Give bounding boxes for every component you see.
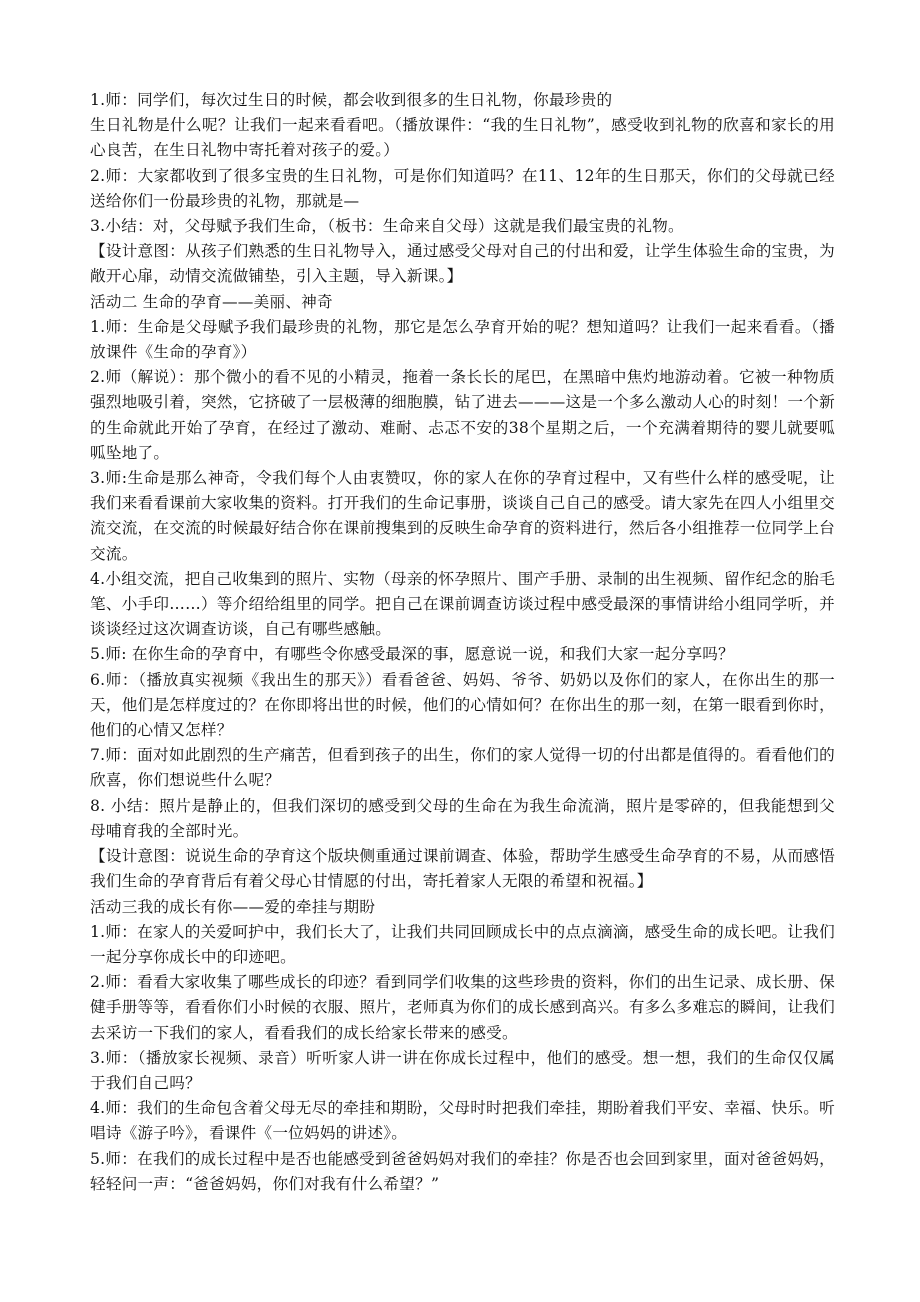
paragraph: 3.师:生命是那么神奇，令我们每个人由衷赞叹，你的家人在你的孕育过程中，又有些什么样的感受呢，让我们来看看课前大家收集的资料。打开我们的生命记事册，谈谈自己自己的感受。请大家先在四人小组里交流交流，在交流的时候最好结合你在课前搜集到的反映生命孕育的资料进行，然后各小组推荐一位同学上台交流。 <box>90 469 835 563</box>
paragraph: 1.师：生命是父母赋予我们最珍贵的礼物，那它是怎么孕育开始的呢？想知道吗？让我们一起来看看。（播放课件《生命的孕育》） <box>90 317 835 362</box>
paragraph: 7.师：面对如此剧烈的生产痛苦，但看到孩子的出生，你们的家人觉得一切的付出都是值得的。看看他们的欣喜，你们想说些什么呢？ <box>90 746 835 790</box>
paragraph: 4.小组交流，把自己收集到的照片、实物（母亲的怀孕照片、围产手册、录制的出生视频、留作纪念的胎毛笔、小手印……）等介绍给组里的同学。把自己在课前调查访谈过程中感受最深的事情讲给小组同学听，并谈谈经过这次调查访谈，自己有哪些感触。 <box>90 569 835 639</box>
paragraph: 5.师: 在你生命的孕育中，有哪些令你感受最深的事，愿意说一说，和我们大家一起分享吗？ <box>90 645 734 664</box>
design-intent-note: 【设计意图：从孩子们熟悉的生日礼物导入，通过感受父母对自己的付出和爱，让学生体验生命的宝贵，为敞开心扉，动情交流做铺垫，引入主题，导入新课。】 <box>90 242 835 286</box>
paragraph: 8. 小结：照片是静止的，但我们深切的感受到父母的生命在为我生命流淌，照片是零碎的，但我能想到父母哺育我的全部时光。 <box>90 796 835 840</box>
paragraph: 2.师：看看大家收集了哪些成长的印迹？看到同学们收集的这些珍贵的资料，你们的出生记录、成长册、保健手册等等，看看你们小时候的衣服、照片，老师真为你们的成长感到高兴。有多么多难忘的瞬间，让我们去采访一下我们的家人，看看我们的成长给家长带来的感受。 <box>90 973 835 1042</box>
paragraph: 2.师：大家都收到了很多宝贵的生日礼物，可是你们知道吗？在11、12年的生日那天，你们的父母就已经送给你们一份最珍贵的礼物，那就是— <box>90 166 835 210</box>
paragraph: 3.小结：对，父母赋予我们生命，（板书：生命来自父母）这就是我们最宝贵的礼物。 <box>90 217 684 236</box>
paragraph: 6.师：（播放真实视频《我出生的那天》）看看爸爸、妈妈、爷爷、奶奶以及你们的家人，在你出生的那一天，他们是怎样度过的？在你即将出世的时候，他们的心情如何？在你出生的那一刻，在第一眼看到你时，他们的心情又怎样？ <box>90 670 835 740</box>
paragraph: 生日礼物是什么呢？让我们一起来看看吧。（播放课件：“我的生日礼物”，感受收到礼物的欣喜和家长的用心良苦，在生日礼物中寄托着对孩子的爱。） <box>90 116 835 160</box>
paragraph: 2.师（解说）：那个微小的看不见的小精灵，拖着一条长长的尾巴，在黑暗中焦灼地游动着。它被一种物质强烈地吸引着，突然，它挤破了一层极薄的细胞膜，钻了进去———这是一个多么激动人心的时刻！一个新的生命就此开始了孕育，在经过了激动、难耐、忐忑不安的38个星期之后，一个充满着期待的婴儿就要呱呱坠地了。 <box>90 368 835 462</box>
paragraph: 4.师：我们的生命包含着父母无尽的牵挂和期盼，父母时时把我们牵挂，期盼着我们平安、幸福、快乐。听唱诗《游子吟》，看课件《一位妈妈的讲述》。 <box>90 1099 835 1143</box>
paragraph: 1.师：在家人的关爱呵护中，我们长大了，让我们共同回顾成长中的点点滴滴，感受生命的成长吧。让我们一起分享你成长中的印迹吧。 <box>90 922 835 966</box>
design-intent-note: 【设计意图：说说生命的孕育这个版块侧重通过课前调查、体验，帮助学生感受生命孕育的不易，从而感悟我们生命的孕育背后有着父母心甘情愿的付出，寄托着家人无限的希望和祝福。】 <box>90 847 835 891</box>
paragraph: 1.师：同学们，每次过生日的时候，都会收到很多的生日礼物，你最珍贵的 <box>90 91 613 109</box>
document-body <box>90 88 835 1197</box>
paragraph: 3.师：（播放家长视频、录音）听听家人讲一讲在你成长过程中，他们的感受。想一想，我们的生命仅仅属于我们自己吗？ <box>90 1048 835 1092</box>
section-heading-activity-3: 活动三我的成长有你——爱的牵挂与期盼 <box>90 897 376 916</box>
section-heading-activity-2: 活动二 生命的孕育——美丽、神奇 <box>90 292 333 311</box>
paragraph: 5.师：在我们的成长过程中是否也能感受到爸爸妈妈对我们的牵挂？你是否也会回到家里，面对爸爸妈妈，轻轻问一声：“爸爸妈妈，你们对我有什么希望？” <box>90 1149 835 1193</box>
